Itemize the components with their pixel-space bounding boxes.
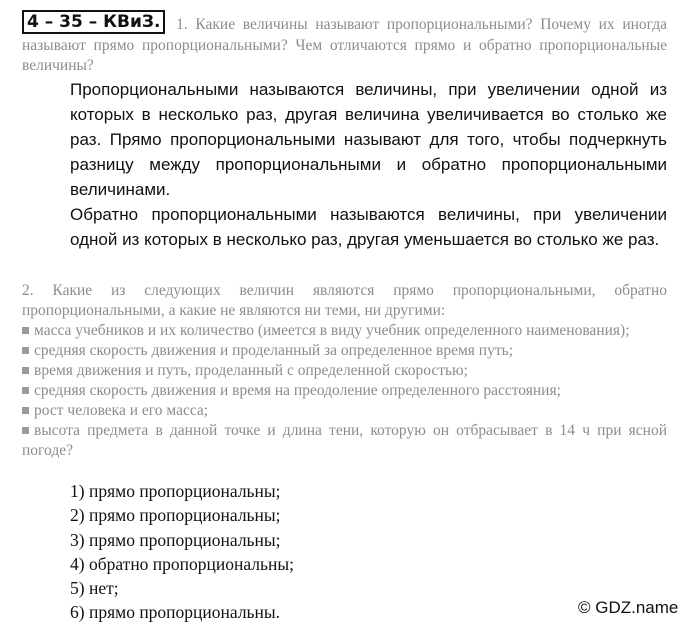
square-bullet-icon	[22, 327, 29, 334]
list-item: масса учебников и их количество (имеется в виду учебник определенного наименования);	[22, 321, 667, 341]
answer-2-line: 2) прямо пропорциональны;	[70, 505, 281, 526]
square-bullet-icon	[22, 347, 29, 354]
answer-2-line: 3) прямо пропорциональны;	[70, 529, 281, 550]
list-item: рост человека и его масса;	[22, 401, 667, 421]
square-bullet-icon	[22, 427, 29, 434]
square-bullet-icon	[22, 367, 29, 374]
square-bullet-icon	[22, 387, 29, 394]
question-2-list	[22, 321, 667, 461]
answer-1-paragraph: Обратно пропорциональными называются величины, при увеличении одной из которых в несколько раз, другая уменьшается во столько же раз.	[70, 205, 667, 249]
answer-2-line: 6) прямо пропорциональны.	[70, 602, 281, 623]
list-item: средняя скорость движения и проделанный за определенное время путь;	[22, 341, 667, 361]
list-item: средняя скорость движения и время на преодоление определенного расстояния;	[22, 381, 667, 401]
question-1-text: 1. Какие величины называют пропорциональными? Почему их иногда называют прямо пропорциональными? Чем отличаются прямо и обратно пропорциональные величины?	[22, 16, 668, 74]
question-2-intro: 2. Какие из следующих величин являются прямо пропорциональными, обратно пропорциональными, а какие не являются ни теми, ни другими:	[22, 282, 667, 319]
question-1	[22, 12, 667, 76]
answer-2	[70, 479, 294, 625]
answer-2-line: 5) нет;	[70, 578, 119, 599]
list-item: время движения и путь, проделанный с определенной скоростью;	[22, 361, 667, 381]
list-item: высота предмета в данной точке и длина тени, которую он отбрасывает в 14 ч при ясной погоде?	[22, 422, 667, 459]
square-bullet-icon	[22, 407, 29, 414]
exercise-tag: 4 – 35 – КВиЗ.	[22, 10, 165, 34]
question-2	[22, 281, 667, 461]
answer-1-paragraph: Пропорциональными называются величины, при увеличении одной из которых в несколько раз, другая величина увеличивается во столько же раз. Прямо пропорциональными называют для того, чтобы подчеркнуть разницу между пропорциональными и обратно пропорциональными величинами.	[70, 80, 667, 199]
answer-2-line: 4) обратно пропорциональны;	[70, 553, 295, 574]
answer-2-line: 1) прямо пропорциональны;	[70, 481, 281, 501]
watermark: © GDZ.name	[578, 598, 679, 617]
answer-1	[70, 77, 667, 252]
